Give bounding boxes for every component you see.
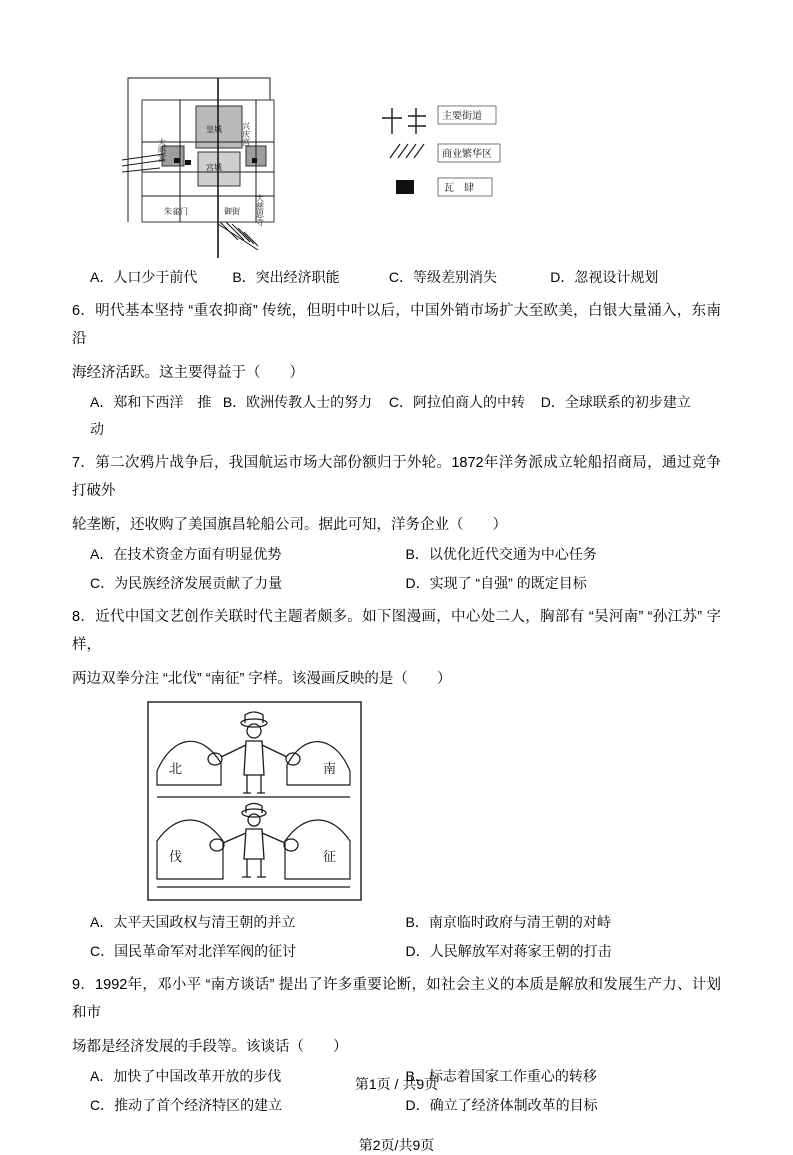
legend-street-symbol (382, 108, 426, 134)
svg-text:朱雀门: 朱雀门 (164, 207, 188, 216)
svg-text:大明宫: 大明宫 (157, 138, 167, 162)
q8-option-c[interactable]: C．国民革命军对北洋军阀的征讨 (90, 943, 297, 959)
q9-stem-line1: 9．1992年，邓小平 “南方谈话” 提出了许多重要论断，如社会主义的本质是解放和发展生产力、计划和市 (72, 977, 721, 1021)
q7-options-row-1 (72, 541, 721, 568)
q9-option-b[interactable]: B．标志着国家工作重心的转移 (405, 1068, 597, 1084)
q9-option-c[interactable]: C．推动了首个经济特区的建立 (90, 1097, 283, 1113)
q6-options-row (72, 389, 721, 443)
figure-changan-city-plan (120, 72, 680, 262)
q7-option-c[interactable]: C．为民族经济发展贡献了力量 (90, 575, 283, 591)
figure-cartoon-northern-expedition (147, 701, 362, 901)
q8-option-d[interactable]: D．人民解放军对蒋家王朝的打击 (405, 943, 612, 959)
q8-stem-line1: 8．近代中国文艺创作关联时代主题者颇多。如下图漫画，中心处二人，胸部有 “吴河南” “孙江苏” 字样， (72, 609, 721, 653)
page-footer: 第1页 / 共9页 (354, 1076, 439, 1092)
q9-option-d[interactable]: D．确立了经济体制改革的目标 (405, 1097, 598, 1113)
q8-option-a[interactable]: A．太平天国政权与清王朝的并立 (90, 914, 296, 930)
q9-stem-line2: 场都是经济发展的手段等。该谈话（ ） (72, 1039, 348, 1055)
q6-option-b[interactable]: B．欧洲传教人士的努力 (222, 394, 373, 410)
q5-option-d[interactable]: D．忽视设计规划 (550, 269, 659, 285)
cartoon-label-nan: 南 (323, 761, 337, 776)
q5-options-row (72, 264, 721, 291)
svg-text:皇城: 皇城 (206, 125, 222, 134)
q8-stem-line2: 两边双拳分注 “北伐” “南征” 字样。该漫画反映的是（ ） (72, 671, 452, 687)
q6-stem-line2: 海经济活跃。这主要得益于（ ） (72, 365, 304, 381)
cartoon-label-bei: 北 (169, 761, 183, 776)
legend-label-washi: 瓦 肆 (444, 183, 474, 194)
figure-cartoon-svg (147, 701, 362, 901)
legend-label-street: 主要街道 (442, 111, 482, 122)
q7-stem-line2: 轮垄断，还收购了美国旗昌轮船公司。据此可知，洋务企业（ ） (72, 517, 507, 533)
q8-option-b[interactable]: B．南京临时政府与清王朝的对峙 (405, 914, 611, 930)
q7-option-a[interactable]: A．在技术资金方面有明显优势 (90, 546, 282, 562)
q5-option-c[interactable]: C．等级差别消失 (388, 269, 498, 285)
q8-options-row-1 (72, 909, 721, 936)
svg-text:御街: 御街 (224, 207, 240, 216)
q9-option-a[interactable]: A．加快了中国改革开放的步伐 (90, 1068, 282, 1084)
q6-option-c[interactable]: C．阿拉伯商人的中转 (388, 394, 526, 410)
inner-page-footer: 第2页/共9页 (358, 1137, 435, 1153)
svg-text:宫城: 宫城 (206, 163, 222, 172)
q5-option-b[interactable]: B．突出经济职能 (232, 269, 340, 285)
q7-option-d[interactable]: D．实现了 “自强” 的既定目标 (405, 575, 587, 591)
legend-solid-symbol (396, 180, 414, 194)
cartoon-label-fa: 伐 (169, 849, 183, 864)
q6-option-a[interactable]: A．郑和下西洋 推动 (90, 394, 212, 437)
figure-changan-svg (120, 72, 680, 262)
page-content (72, 0, 721, 1155)
cartoon-label-zheng: 征 (323, 849, 337, 864)
legend-label-commerce: 商业繁华区 (442, 149, 492, 160)
q7-option-b[interactable]: B．以优化近代交通为中心任务 (405, 546, 597, 562)
legend-hatch-symbol (390, 144, 424, 158)
q5-option-a[interactable]: A．人口少于前代 (90, 269, 198, 285)
q8-options-row-2 (72, 938, 721, 965)
q7-stem-line1: 7．第二次鸦片战争后，我国航运市场大部份额归于外轮。1872年洋务派成立轮船招商局，通过竞争打破外 (72, 455, 721, 499)
q6-option-d[interactable]: D．全球联系的初步建立 (540, 394, 691, 410)
svg-text:大慈恩寺: 大慈恩寺 (255, 194, 265, 226)
q9-options-row-2 (72, 1092, 721, 1119)
q6-stem-line1: 6．明代基本坚持 “重农抑商” 传统，但明中叶以后，中国外销市场扩大至欧美，白银大量涌入，东南沿 (72, 303, 721, 347)
q7-options-row-2 (72, 570, 721, 597)
svg-text:兴庆宫: 兴庆宫 (241, 122, 251, 146)
